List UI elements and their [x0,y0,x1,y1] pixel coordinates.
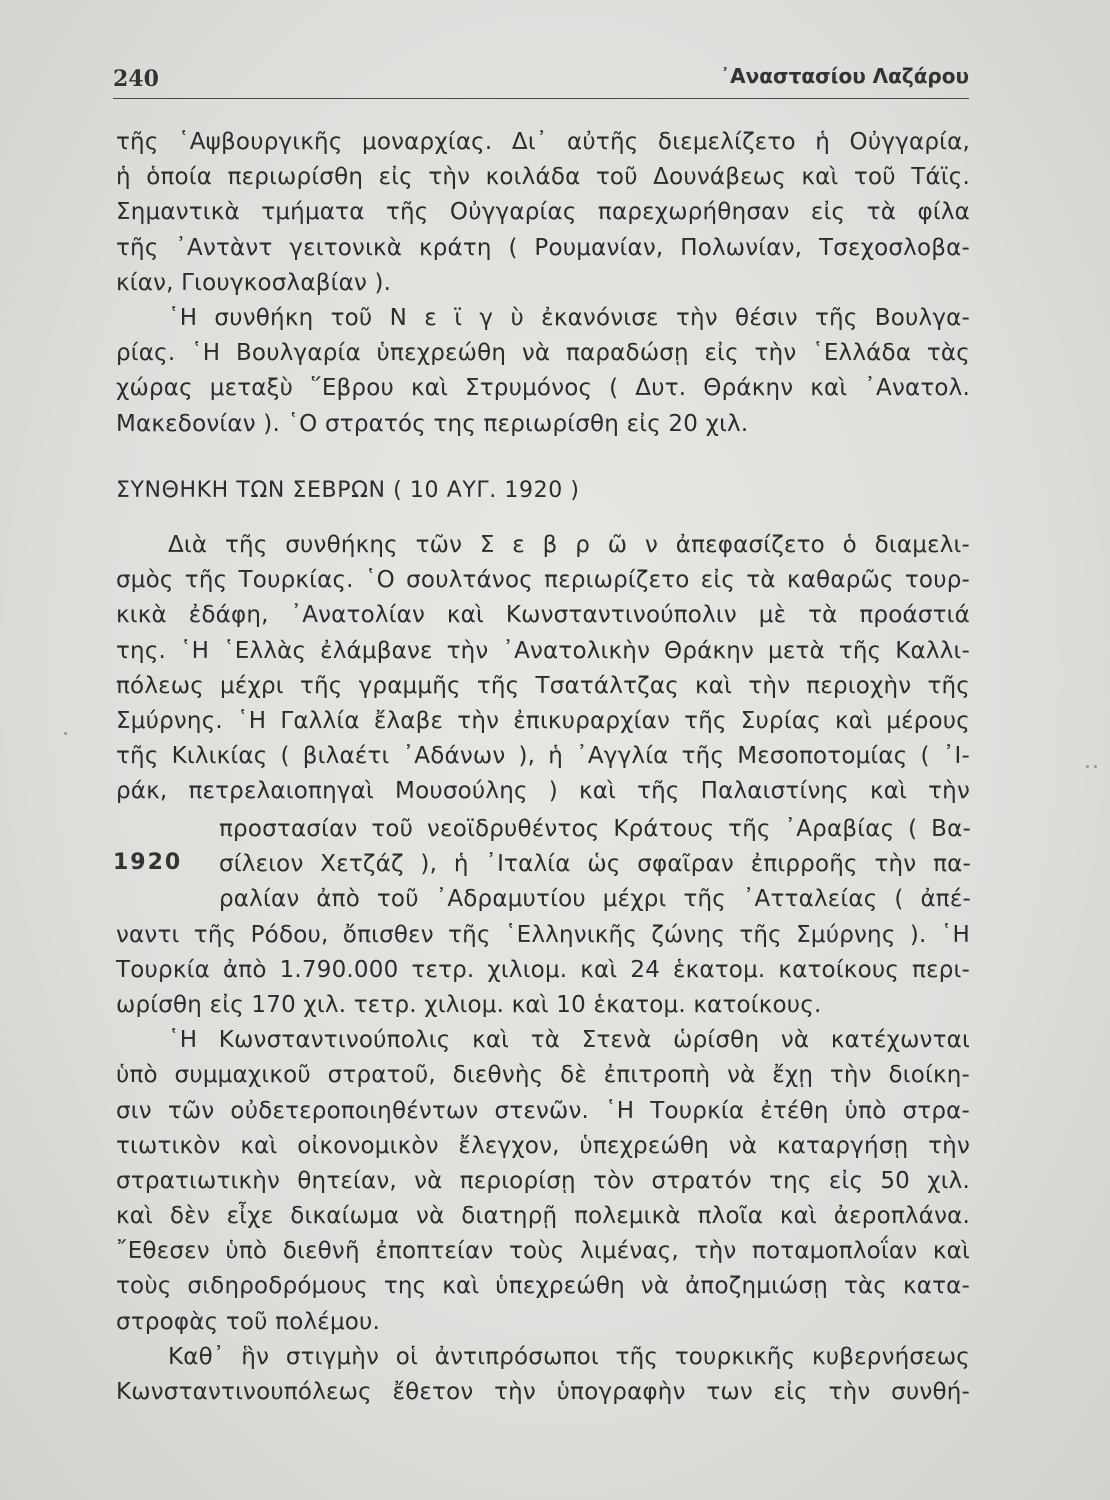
paper-speck [64,732,67,735]
text-line: Μακεδονίαν ). ῾Ο στρατός της περιωρίσθη εἰς 20 χιλ. [116,410,749,437]
text-line: ἡ ὁποία περιωρίσθη εἰς τὴν κοιλάδα τοῦ Δουνάβεως καὶ τοῦ Τάϊς. [116,164,970,191]
text-line: στροφὰς τοῦ πολέμου. [116,1308,381,1335]
text-line: τῆς ῾Αψβουργικῆς μοναρχίας. Δι᾿ αὐτῆς διεμελίζετο ἡ Οὐγγαρία, [116,129,970,155]
text-line: πόλεως μέχρι τῆς γραμμῆς τῆς Τσατάλτζας καὶ τὴν περιοχὴν τῆς [116,672,970,699]
text-line: ῾Η συνθήκη τοῦ Ν ε ϊ γ ὺ ἐκανόνισε τὴν θέσιν τῆς Βουλγα- [168,304,970,331]
text-line: ῾Η Κωνσταντινούπολις καὶ τὰ Στενὰ ὡρίσθη νὰ κατέχωνται [168,1027,970,1054]
text-line: χώρας μεταξὺ ῞Εβρου καὶ Στρυμόνος ( Δυτ. Θράκην καὶ ᾿Ανατολ. [116,375,970,402]
text-line: σίλειον Χετζάζ ), ἡ ᾿Ιταλία ὡς σφαῖραν ἐπιρροῆς τὴν πα- [219,851,971,878]
text-line: ρίας. ῾Η Βουλγαρία ὑπεχρεώθη νὰ παραδώσῃ εἰς τὴν ῾Ελλάδα τὰς [116,340,970,367]
paragraph-1 [116,125,970,442]
text-line: ράκ, πετρελαιοπηγαὶ Μουσούλης ) καὶ τῆς Παλαιστίνης καὶ τὴν [116,778,970,805]
text-line: Σμύρνης. ῾Η Γαλλία ἔλαβε τὴν ἐπικυραρχίαν τῆς Συρίας καὶ μέρους [116,707,970,734]
running-head: ᾿Αναστασίου Λαζάρου [720,64,969,88]
text-line: ὑπὸ συμμαχικοῦ στρατοῦ, διεθνὴς δὲ ἐπιτροπὴ νὰ ἔχῃ τὴν διοίκη- [116,1062,970,1089]
text-line: σιν τῶν οὐδετεροποιηθέντων στενῶν. ῾Η Τουρκία ἐτέθη ὑπὸ στρα- [116,1097,970,1124]
text-line: τῆς ᾿Αντὰντ γειτονικὰ κράτη ( Ρουμανίαν, Πολωνίαν, Τσεχοσλοβα- [116,234,970,261]
text-line: σμὸς τῆς Τουρκίας. ῾Ο σουλτάνος περιωρίζετο εἰς τὰ καθαρῶς τουρ- [116,567,970,594]
text-line: Κωνσταντινουπόλεως ἔθετον τὴν ὑπογραφὴν των εἰς τὴν συνθή- [116,1379,970,1406]
text-line: κίαν, Γιουγκοσλαβίαν ). [116,269,392,296]
paragraph-3 [116,528,970,810]
text-line: της. ῾Η ῾Ελλὰς ἐλάμβανε τὴν ᾿Ανατολικὴν Θράκην μετὰ τῆς Καλλι- [116,637,970,664]
inset-text [219,812,971,918]
text-line: κικὰ ἐδάφη, ᾿Ανατολίαν καὶ Κωνσταντινούπολιν μὲ τὰ προάστιά [116,602,970,629]
section-heading: ΣΥΝΘΗΚΗ ΤΩΝ ΣΕΒΡΩΝ ( 10 ΑΥΓ. 1920 ) [116,478,580,503]
text-line: ωρίσθη εἰς 170 χιλ. τετρ. χιλιομ. καὶ 10 ἑκατομ. κατοίκους. [116,991,822,1018]
text-line: Καθ᾿ ἣν στιγμὴν οἱ ἀντιπρόσωποι τῆς τουρκικῆς κυβερνήσεως [168,1343,970,1370]
text-line: τοὺς σιδηροδρόμους της καὶ ὑπεχρεώθη νὰ ἀποζημιώσῃ τὰς κατα- [116,1273,970,1300]
paragraph-3-continued [116,918,970,1411]
text-line: τῆς Κιλικίας ( βιλαέτι ᾿Αδάνων ), ἡ ᾿Αγγλία τῆς Μεσοποτομίας ( ᾿Ι- [116,743,970,770]
paper-speck [1086,765,1089,768]
text-line: στρατιωτικὴν θητείαν, νὰ περιορίσῃ τὸν στρατόν της εἰς 50 χιλ. [116,1167,970,1194]
text-line: Διὰ τῆς συνθήκης τῶν Σ ε β ρ ῶ ν ἀπεφασίζετο ὁ διαμελι- [168,532,970,558]
text-line: τιωτικὸν καὶ οἰκονομικὸν ἔλεγχον, ὑπεχρεώθη νὰ καταργήσῃ τὴν [116,1132,970,1159]
margin-year-note: 1920 [113,850,183,875]
text-line: καὶ δὲν εἶχε δικαίωμα νὰ διατηρῇ πολεμικὰ πλοῖα καὶ ἀεροπλάνα. [116,1203,970,1230]
text-line: ῎Εθεσεν ὑπὸ διεθνῆ ἐποπτείαν τοὺς λιμένας, τὴν ποταμοπλοΐαν καὶ [116,1238,970,1265]
paper-speck [1094,765,1097,768]
text-line: Τουρκία ἀπὸ 1.790.000 τετρ. χιλιομ. καὶ 24 ἑκατομ. κατοίκους περι- [116,956,970,983]
text-line: Σημαντικὰ τμήματα τῆς Οὐγγαρίας παρεχωρήθησαν εἰς τὰ φίλα [116,199,970,226]
page-number: 240 [113,66,159,92]
text-line: προστασίαν τοῦ νεοϊδρυθέντος Κράτους τῆς ᾿Αραβίας ( Βα- [219,816,971,842]
text-line: ραλίαν ἀπὸ τοῦ ᾿Αδραμυτίου μέχρι τῆς ᾿Ατταλείας ( ἀπέ- [219,886,971,913]
text-line: ναντι τῆς Ρόδου, ὄπισθεν τῆς ῾Ελληνικῆς ζώνης τῆς Σμύρνης ). ῾Η [116,921,970,948]
page-header [113,60,969,99]
